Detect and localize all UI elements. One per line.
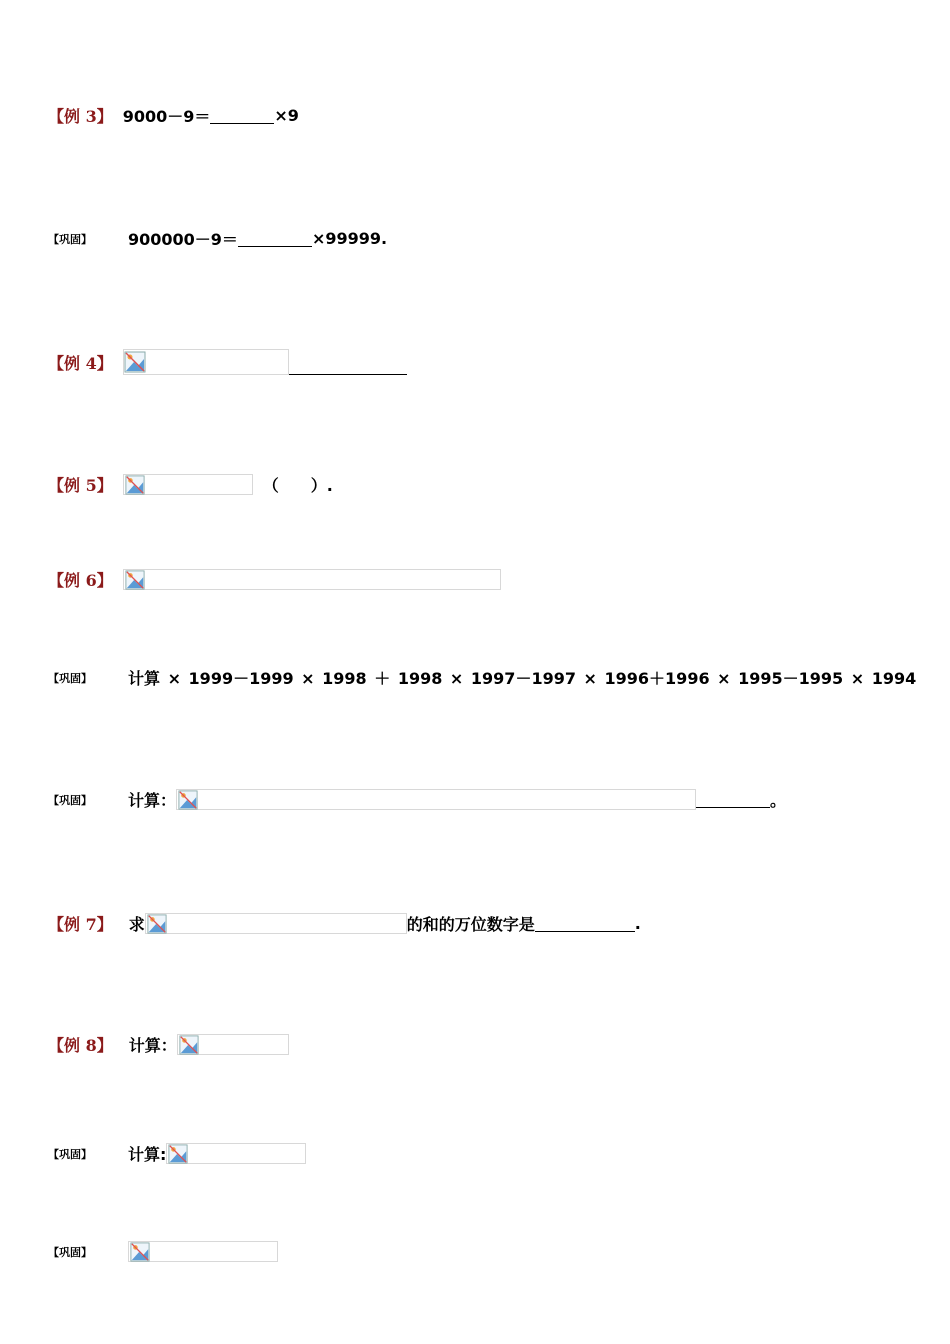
broken-image-icon	[124, 570, 146, 590]
practice-tag: 【巩固】	[48, 1245, 92, 1259]
problem-text: .	[634, 914, 641, 933]
practice-tag: 【巩固】	[48, 1147, 92, 1161]
formula-image	[145, 913, 407, 934]
problem-text: ×9	[274, 106, 299, 125]
practice-tag: 【巩固】	[48, 232, 92, 246]
broken-image-icon	[177, 790, 199, 810]
example-6	[48, 568, 501, 591]
formula-image	[123, 474, 253, 495]
problem-text: 9000－9＝	[122, 107, 211, 126]
formula-image	[176, 789, 696, 810]
problem-text: 计算 × 1999－1999 × 1998 ＋ 1998 × 1997－1997 × 1996＋1996 × 1995－1995 × 1994	[128, 669, 917, 688]
example-tag: 【例 5】	[48, 476, 113, 495]
example-7	[48, 912, 641, 935]
answer-parentheses: （ ）.	[262, 476, 333, 495]
practice-tag: 【巩固】	[48, 793, 92, 807]
practice-3	[48, 788, 786, 811]
answer-blank[interactable]	[535, 915, 635, 932]
problem-text: 。	[770, 791, 787, 810]
problem-text: 计算：	[128, 1036, 177, 1055]
practice-tag: 【巩固】	[48, 671, 92, 685]
broken-image-icon	[146, 914, 168, 934]
practice-4	[48, 1142, 306, 1165]
example-8	[48, 1033, 289, 1056]
problem-text: ×99999.	[311, 229, 388, 248]
formula-image	[123, 349, 289, 375]
example-4	[48, 349, 407, 375]
example-tag: 【例 8】	[48, 1036, 113, 1055]
example-tag: 【例 4】	[48, 353, 113, 373]
problem-text: 900000－9＝	[128, 230, 238, 249]
broken-image-icon	[124, 475, 146, 495]
practice-5	[48, 1241, 278, 1262]
broken-image-icon	[167, 1144, 189, 1164]
practice-1	[48, 227, 387, 250]
broken-image-icon	[124, 351, 146, 373]
formula-image	[177, 1034, 289, 1055]
broken-image-icon	[178, 1035, 200, 1055]
broken-image-icon	[129, 1242, 151, 1262]
formula-image	[123, 569, 501, 590]
answer-blank[interactable]	[210, 107, 274, 124]
practice-2	[48, 666, 916, 689]
formula-image	[166, 1143, 306, 1164]
example-tag: 【例 6】	[48, 571, 113, 590]
problem-text: 计算:	[128, 1145, 167, 1164]
formula-image	[128, 1241, 278, 1262]
answer-blank[interactable]	[238, 230, 312, 247]
answer-blank[interactable]	[696, 791, 770, 808]
example-3	[48, 104, 299, 127]
example-tag: 【例 7】	[48, 915, 113, 934]
problem-text: 的和的万位数字是	[406, 915, 535, 934]
problem-text: 求	[128, 915, 145, 934]
example-5	[48, 473, 333, 496]
answer-blank[interactable]	[289, 358, 407, 375]
example-tag: 【例 3】	[48, 107, 113, 126]
problem-text: 计算：	[128, 791, 177, 810]
